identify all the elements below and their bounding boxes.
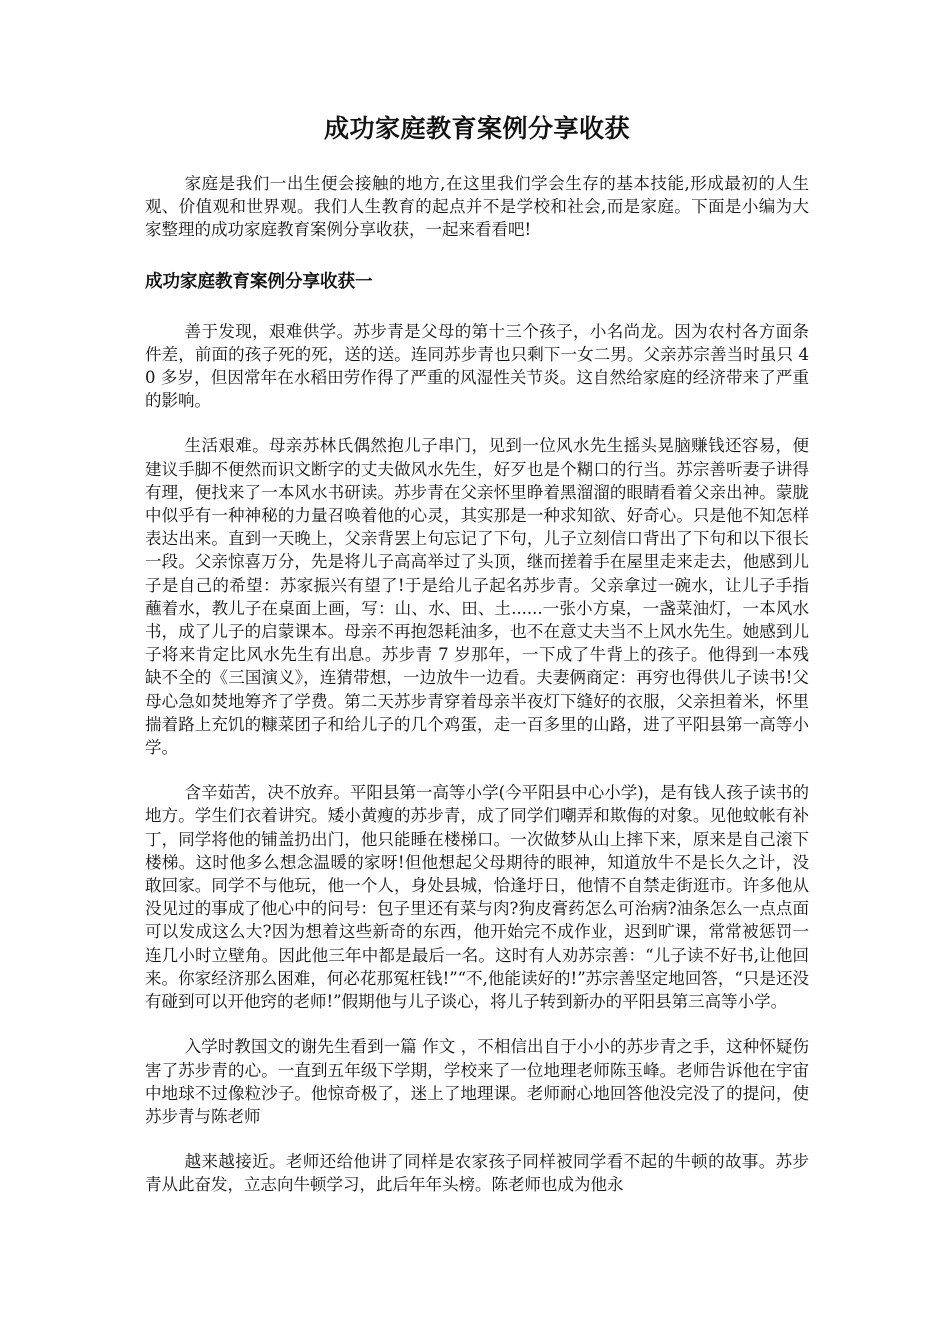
intro-paragraph: 家庭是我们一出生便会接触的地方,在这里我们学会生存的基本技能,形成最初的人生观、价值观和世界观。我们人生教育的起点并不是学校和社会,而是家庭。下面是小编为大家整理的成功家庭教育案例分享收获，一起来看看吧! (145, 174, 809, 240)
body-paragraph-5: 越来越接近。老师还给他讲了同样是农家孩子同样被同学看不起的牛顿的故事。苏步青从此奋发，立志向牛顿学习，此后年年头榜。陈老师也成为他永 (145, 1152, 809, 1195)
body-paragraph-2: 生活艰难。母亲苏林氏偶然抱儿子串门，见到一位风水先生摇头晃脑赚钱还容易，便建议手脚不便然而识文断字的丈夫做风水先生，好歹也是个糊口的行当。苏宗善听妻子讲得有理，便找来了一本风水书研读。苏步青在父亲怀里睁着黑溜溜的眼睛看着父亲出神。蒙胧中似乎有一种神秘的力量召唤着他的心灵，其实那是一种求知欲、好奇心。只是他不知怎样表达出来。直到一天晚上，父亲背罢上句忘记了下句，儿子立刻信口背出了下句和以下很长一段。父亲惊喜万分，先是将儿子高高举过了头顶，继而搓着手在屋里走来走去，他感到儿子是自己的希望：苏家振兴有望了!于是给儿子起名苏步青。父亲拿过一碗水，让儿子手指蘸着水，教儿子在桌面上画，写：山、水、田、土......一张小方桌，一盏菜油灯，一本风水书，成了儿子的启蒙课本。母亲不再抱怨耗油多，也不在意丈夫当不上风水先生。她感到儿子将来肯定比风水先生有出息。苏步青 7 岁那年，一下成了牛背上的孩子。他得到一本残缺不全的《三国演义》，连猜带想，一边放牛一边看。夫妻俩商定：再穷也得供儿子读书!父母心急如焚地筹齐了学费。第二天苏步青穿着母亲半夜灯下缝好的衣服，父亲担着米，怀里揣着路上充饥的糠菜团子和给儿子的几个鸡蛋，走一百多里的山路，进了平阳县第一高等小学。 (145, 436, 809, 758)
section-heading: 成功家庭教育案例分享收获一 (145, 271, 373, 292)
body-paragraph-1: 善于发现，艰难供学。苏步青是父母的第十三个孩子，小名尚龙。因为农村各方面条件差，前面的孩子死的死，送的送。连同苏步青也只剩下一女二男。父亲苏宗善当时虽只 40 多岁，但因常年在水稻田劳作得了严重的风湿性关节炎。这自然给家庭的经济带来了严重的影响。 (145, 321, 809, 411)
body-paragraph-4: 入学时教国文的谢先生看到一篇 作文 ，不相信出自于小小的苏步青之手，这种怀疑伤害了苏步青的心。一直到五年级下学期，学校来了一位地理老师陈玉峰。老师告诉他在宇宙中地球不过像粒沙子。他惊奇极了，迷上了地理课。老师耐心地回答他没完没了的提问，使苏步青与陈老师 (145, 1037, 809, 1126)
document-title: 成功家庭教育案例分享收获 (323, 114, 630, 143)
body-paragraph-3: 含辛茹苦，决不放弃。平阳县第一高等小学(今平阳县中心小学)，是有钱人孩子读书的地方。学生们衣着讲究。矮小黄瘦的苏步青，成了同学们嘲弄和欺侮的对象。见他蚊帐有补丁，同学将他的铺盖扔出门，他只能睡在楼梯口。一次做梦从山上摔下来，原来是自己滚下楼梯。这时他多么想念温暖的家呀!但他想起父母期待的眼神，知道放牛不是长久之计，没敢回家。同学不与他玩，他一个人，身处县城，恰逢圩日，他情不自禁走街逛市。许多他从没见过的事成了他心中的问号：包子里还有菜与肉?狗皮膏药怎么可治病?油条怎么一点点面可以发成这么大?因为想着这些新奇的东西，他开始完不成作业，迟到旷课，常常被惩罚一连几小时立壁角。因此他三年中都是最后一名。这时有人劝苏宗善：“儿子读不好书,让他回来。你家经济那么困难，何必花那冤枉钱!”“不,他能读好的!”苏宗善坚定地回答，“只是还没有碰到可以开他窍的老师!”假期他与儿子谈心，将儿子转到新办的平阳县第三高等小学。 (145, 783, 809, 1012)
document-page (145, 112, 809, 1219)
